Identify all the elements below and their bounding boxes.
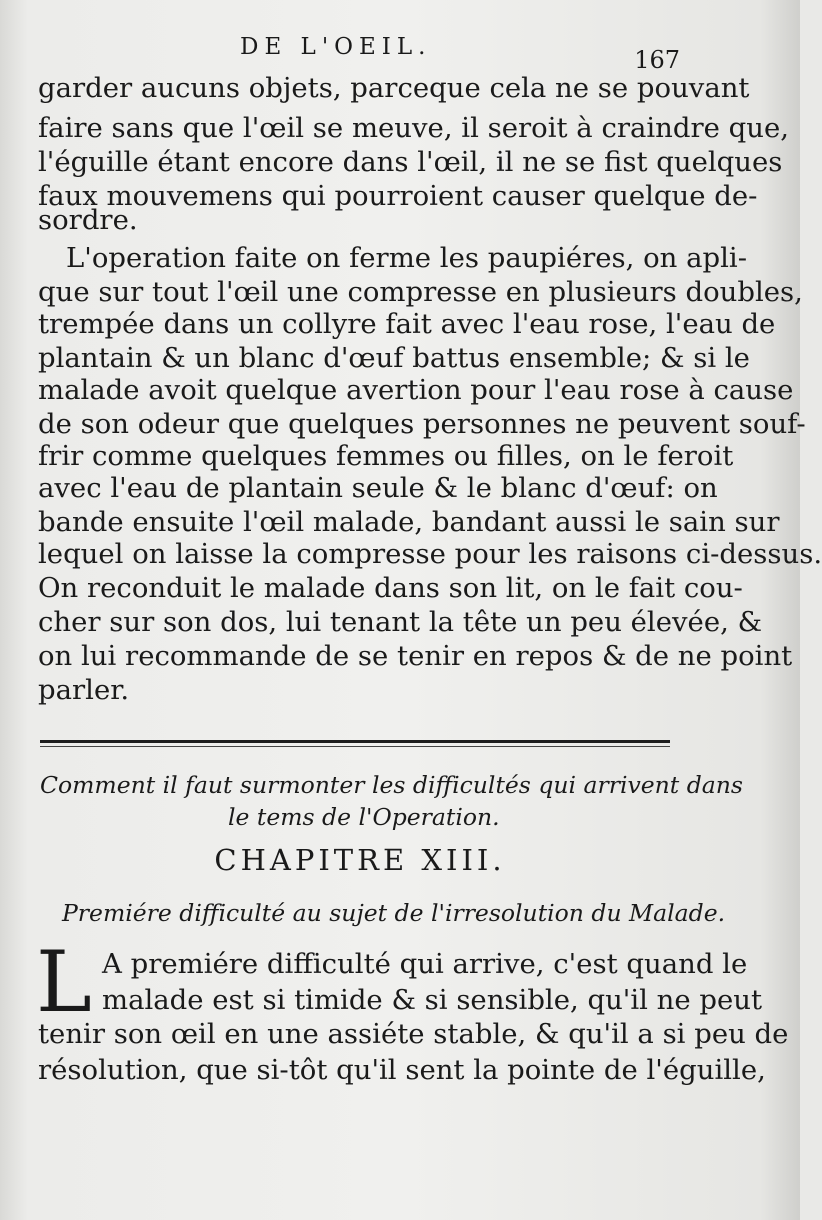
chapter-subtitle: Premiére difficulté au sujet de l'irresolution du Malade. [62, 899, 726, 927]
section-heading-line-1: Comment il faut surmonter les difficultés qui arrivent dans [40, 771, 743, 799]
text-line: faux mouvemens qui pourroient causer quelque de- [38, 180, 758, 212]
running-head: DE L'OEIL. [240, 34, 432, 60]
text-line: malade est si timide & si sensible, qu'il ne peut [102, 984, 763, 1016]
text-line: sordre. [38, 204, 138, 236]
text-line: A premiére difficulté qui arrive, c'est quand le [102, 948, 748, 980]
text-line: malade avoit quelque avertion pour l'eau rose à cause [38, 374, 794, 406]
drop-cap: L [36, 933, 92, 1031]
text-line: plantain & un blanc d'œuf battus ensemble; & si le [38, 342, 750, 374]
text-line: de son odeur que quelques personnes ne peuvent souf- [38, 408, 806, 440]
section-heading-line-2: le tems de l'Operation. [228, 803, 500, 831]
text-line: trempée dans un collyre fait avec l'eau rose, l'eau de [38, 308, 776, 340]
text-line: on lui recommande de se tenir en repos & de ne point [38, 640, 793, 672]
text-line: tenir son œil en une assiéte stable, & qu'il a si peu de [38, 1018, 789, 1050]
text-line: cher sur son dos, lui tenant la tête un peu élevée, & [38, 606, 763, 638]
text-line: que sur tout l'œil une compresse en plusieurs doubles, [38, 276, 803, 308]
page-header [40, 30, 680, 74]
chapter-title: CHAPITRE XIII. [214, 843, 506, 877]
text-line: faire sans que l'œil se meuve, il seroit à craindre que, [38, 112, 789, 144]
text-line: l'éguille étant encore dans l'œil, il ne se fist quelques [38, 146, 783, 178]
text-line: L'operation faite on ferme les paupiéres, on apli- [66, 242, 748, 274]
text-line: frir comme quelques femmes ou filles, on le feroit [38, 440, 734, 472]
page-number: 167 [634, 46, 680, 74]
section-rule-thin [40, 746, 670, 747]
text-line: On reconduit le malade dans son lit, on le fait cou- [38, 572, 743, 604]
section-rule [40, 740, 670, 743]
text-line: résolution, que si-tôt qu'il sent la pointe de l'éguille, [38, 1054, 766, 1086]
text-line: parler. [38, 674, 130, 706]
text-line: avec l'eau de plantain seule & le blanc d'œuf: on [38, 472, 718, 504]
text-line: bande ensuite l'œil malade, bandant aussi le sain sur [38, 506, 780, 538]
text-line: garder aucuns objets, parceque cela ne se pouvant [38, 72, 750, 104]
text-line: lequel on laisse la compresse pour les raisons ci-dessus. [38, 538, 822, 570]
